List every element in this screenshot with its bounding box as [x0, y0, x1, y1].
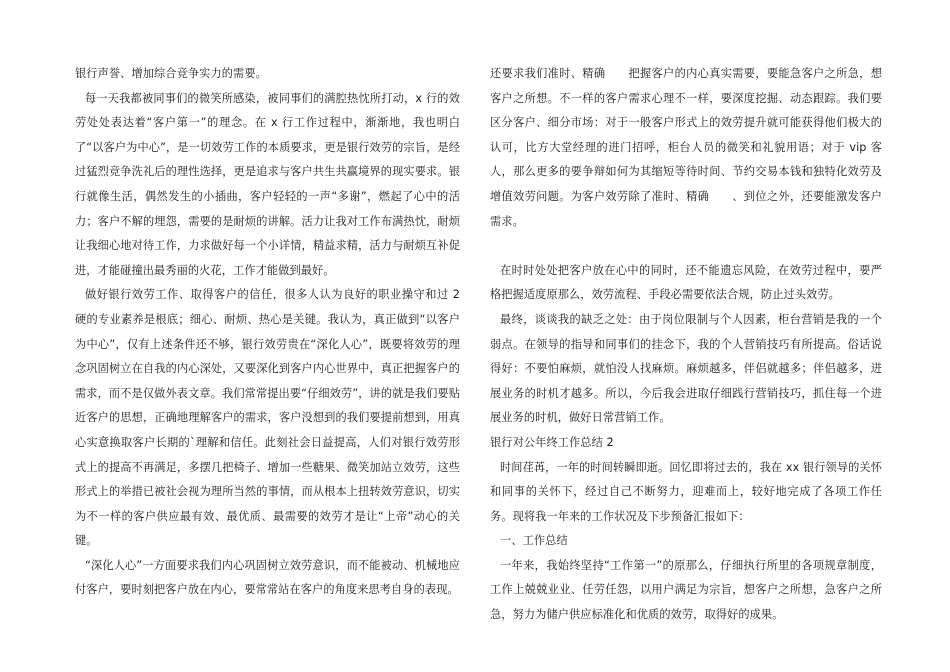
paragraph: 还要求我们准时、精确 把握客户的内心真实需要，要能急客户之所急，想客户之所想。不一样的客户需求心理不一样，要深度挖掘、动态跟踪。我们要区分客户、细分市场：对于一般客户形式上的效劳提升就可能获得他们极大的认可，比方大堂经理的进门招呼，柜台人员的微笑和礼貌用语；对于 vip 客人，那么更多的要争辩如何为其缩短等待时间、节约交易本钱和独特化效劳及增值效劳问题。为客户效劳除了准时、精确 、到位之外，还要能激发客户需求。 [490, 67, 882, 228]
paragraph: 在时时处处把客户放在心中的同时，还不能遗忘风险，在效劳过程中，要严格把握适度原那么，效劳流程、手段必需要依法合规，防止过头效劳。 [490, 263, 882, 302]
paragraph: 一年来，我始终坚持“工作第一”的原那么，仔细执行所里的各项规章制度，工作上兢兢业业、任劳任怨，以用户满足为宗旨，想客户之所想，急客户之所急，努力为储户供应标准化和优质的效劳，取得好的成果。 [490, 558, 882, 622]
paragraph: 每一天我都被同事们的微笑所感染，被同事们的满腔热忱所打动，x 行的效劳处处表达着“客户第一”的理念。在 x 行工作过程中，渐渐地，我也明白了“以客户为中心”，是一切效劳工作的本质要求，更是银行效劳的宗旨，是经过猛烈竞争洗礼后的理性选择，更是追求与客户共生共赢境界的现实要求。银行就像生活，偶然发生的小插曲，客户轻轻的一声“多谢”，燃起了心中的活力；客户不解的埋怨，需要的是耐烦的讲解。活力让我对工作布满热忱，耐烦让我细心地对待工作，力求做好每一个小详情，精益求精，活力与耐烦互补促进，才能碰撞出最秀丽的火花，工作才能做到最好。 [75, 91, 460, 277]
paragraph: 最终，谈谈我的缺乏之处：由于岗位限制与个人因素，柜台营销是我的一个弱点。在领导的指导和同事们的挂念下，我的个人营销技巧有所提高。俗话说得好：不要怕麻烦，就怕没人找麻烦。麻烦越多，伴侣就越多；伴侣越多，进展业务的时机才越多。所以，今后我会进取仔细践行营销技巧，抓住每一个进展业务的时机，做好日常营销工作。 [490, 312, 882, 425]
paragraph: 银行声誉、增加综合竞争实力的需要。 [75, 67, 267, 80]
subsection-heading: 一、工作总结 [500, 534, 568, 548]
right-text-column [490, 62, 882, 628]
paragraph: 做好银行效劳工作、取得客户的信任，很多人认为良好的职业操守和过 2 硬的专业素养是根底；细心、耐烦、热心是关键。我认为，真正做到“以客户为中心”，仅有上述条件还不够，银行效劳贵在“深化人心”，既要将效劳的理念巩固树立在自我的内心深处，又要深化到客户内心世界中，真正把握客户的需求，而不是仅做外表文章。我们常常提出要“仔细效劳”，讲的就是我们要贴近客户的思想，正确地理解客户的需求，客户没想到的我们要提前想到，用真心实意换取客户长期的`理解和信任。此刻社会日益提高，人们对银行效劳形式上的提高不再满足，多摆几把椅子、增加一些糖果、微笑加站立效劳，这些形式上的举措已被社会视为理所当然的事情，而从根本上扭转效劳意识，切实为不一样的客户供应最有效、最优质、最需要的效劳才是让“上帝”动心的关键。 [75, 288, 460, 548]
section-title: 银行对公年终工作总结 2 [490, 435, 614, 449]
left-text-column [75, 62, 460, 603]
blank-line [490, 234, 882, 259]
paragraph: “深化人心”一方面要求我们内心巩固树立效劳意识，而不能被动、机械地应付客户，要时刻把客户放在内心，要常常站在客户的角度来思考自身的表现。 [75, 558, 460, 597]
paragraph: 时间荏苒，一年的时间转瞬即逝。回忆即将过去的，我在 xx 银行领导的关怀和同事的关怀下，经过自己不断努力，迎难而上，较好地完成了各项工作任务。现将我一年来的工作状况及下步预备汇报如下： [490, 460, 882, 523]
